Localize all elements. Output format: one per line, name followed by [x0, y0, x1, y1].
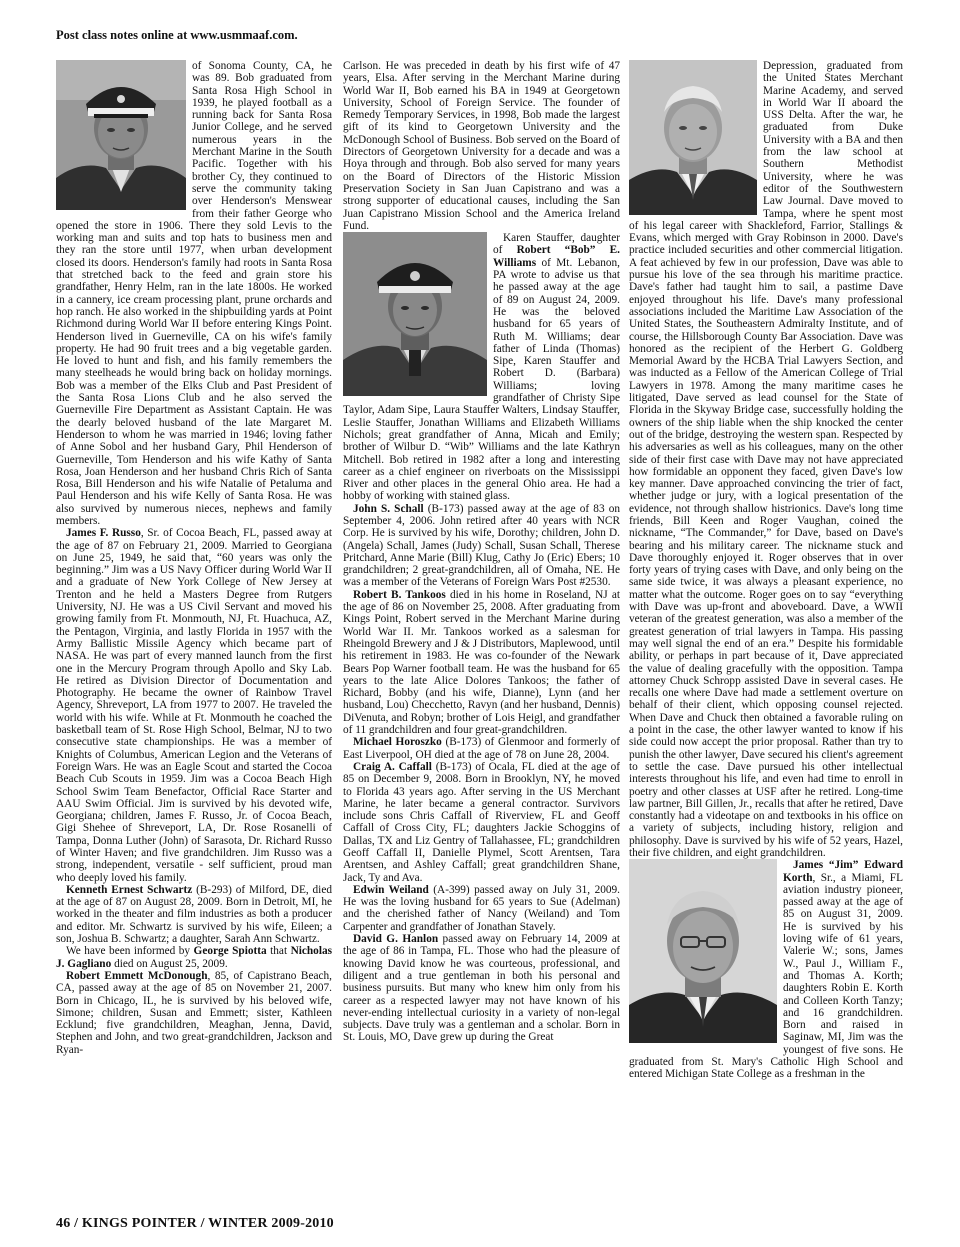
name-caffall: Craig A. Caffall [353, 760, 432, 773]
footer-separator: / [74, 1216, 79, 1231]
obit-schall: John S. Schall (B-173) passed away at the age of 83 on September 4, 2006. John retired after 40 years with NCR Corp. He is survived by his wife, Dorothy; children, John D. (Angela) Schall, James (Judy) Schall, Susan Schall, Therese Pritchard, Anne Marie (Bill) Klug, Cathy Jo (Eric) Ebers; 10 grandchildren; 2 great-grandchildren, all of Omaha, NE. He was a member of the Veterans of Foreign Wars Post #2530. [343, 502, 620, 589]
name-horoszko: Michael Horoszko [353, 736, 442, 749]
name-schall: John S. Schall [353, 502, 424, 515]
obit-mcdonough: Robert Emmett McDonough, 85, of Capistrano Beach, CA, passed away at the age of 85 on November 21, 2007. Born in Chicago, IL, he is survived by his beloved wife, Simone; children, Susan and Emmett; sister, Kathleen Ecklund; five grandchildren, Meaghan, Jenna, David, Stephen and John, and two great-grandchildren, Jackson and Ryan- [56, 969, 332, 1056]
page-number: 46 [56, 1216, 71, 1231]
name-korth: James “Jim” Edward Korth [783, 859, 903, 884]
obit-schwartz: Kenneth Ernest Schwartz (B-293) of Milford, DE, died at the age of 87 on August 28, 2009. Born in Detroit, MI, he worked in the theater and film industries as both a producer and editor. Mr. Schwartz is survived by his wife, Eileen; a son, Joshua B. Schwartz; a daughter, Sarah Ann Schwartz. [56, 883, 332, 946]
issue-date: WINTER 2009-2010 [208, 1216, 334, 1231]
name-spiotta: George Spiotta [193, 945, 267, 958]
obit-mcdonough-cont: Carlson. He was preceded in death by his first wife of 47 years, Elsa. After serving in the Merchant Marine during World War II, Bob earned his BA in 1949 at Georgetown University, School of Foreign Service. The founder of Remedy Temporary Services, in 1998, Bob made the largest gift of its kind to Georgetown University and the McDonough School of Business. Bob served on the Board of Directors of Georgetown University for a decade and was a Hoya through and through. Bob also served for many years on the Board of Directors of the Historic Mission Preservation Society in San Juan Capistrano and was a strong supporter of educational causes, including the San Juan Capistrano Mission School and the America Ireland Fund. [343, 60, 620, 232]
obit-russo: James F. Russo, Sr. of Cocoa Beach, FL, passed away at the age of 87 on February 21, 2009. Married to Georgiana on June 25, 1949, he said that, “60 years was only the beginning.” Jim was a US Navy Officer during World War II and a graduate of New York College of New Jersey at Trenton and he held a Masters Degree from Rutgers University, NJ. He was a US Civil Servant and moved his growing family from Ft. Monmouth, NJ, Ft. Huachuca, AZ, the Pentagon, Virginia, and lastly Florida in 1957 with the Army Ballistic Missile Agency which became part of NASA. He was part of every manned launch from the first one in the Mercury Program through Apollo and Sky Lab. He retired as Division Director of Documentation and Photography. He became the owner of Rainbow Travel Agency, Shreveport, LA from 1977 to 2007. He traveled the world with his wife. While at Ft. Monmouth he coached the basketball team of St. Rose High School, Belmar, NJ to two consecutive state championships. He was a member of Knights of Columbus, American Legion and the Veterans of Foreign Wars. He was an Eagle Scout and started the Cocoa Beach Cub Scouts in 1959. Jim was a Cocoa Beach High School Swim Team Benefactor, Official Race Starter and AAU Swim Official. Jim is survived by his devoted wife, Georgiana; children, James F. Russo, Jr. of Cocoa Beach, Gigi Shehee of Shreveport, LA, Dr. Rose Rosanelli of Tampa, Donna Luther (John) of Sarasota, Dr. Richard Russo of Winter Haven; and five grandchildren. Jim Russo was a strong, independent, versatile - self sufficient, proud man who deeply loved his family. [56, 527, 332, 884]
obit-gagliano: We have been informed by George Spiotta that Nicholas J. Gagliano died on August 25, 2009. [56, 945, 332, 970]
name-hanlon: David G. Hanlon [353, 933, 439, 946]
name-schwartz: Kenneth Ernest Schwartz [66, 883, 193, 896]
portrait-korth-photo [629, 859, 777, 1043]
portrait-henderson-photo [56, 60, 186, 210]
name-gagliano: Nicholas J. Gagliano [56, 945, 332, 970]
column-3 [629, 60, 903, 1200]
obit-tankoos: Robert B. Tankoos died in his home in Roseland, NJ at the age of 86 on November 25, 2008. After graduating from Kings Point, Robert served in the Merchant Marine during World War II. Mr. Tankoos worked as a salesman for Rheingold Brewery and J & J Distributors, Maplewood, until his retirement in 1983. He was co-founder of the Newark Bears Pop Warner football team. He was the husband for 65 years to the late Alice Dolores Tankoos; the father of Richard, Bobby (and his wife, Dianne), Lynn (and her husband, Lou) Checchetto, Ravyn (and her husband, Dennis) DiVenuta, and Robyn; brother of Lois Heigl, and grandfather of 11 grandchildren and four great-grandchildren. [343, 588, 620, 737]
name-williams: Robert “Bob” E. Williams [493, 244, 620, 269]
obit-hanlon: David G. Hanlon passed away on February 14, 2009 at the age of 86 in Tampa, FL. Those who had the pleasure of knowing David know he was courteous, professional, and diligent and a true gentleman in both his personal and business pursuits. But many who knew him only from his career as a respected lawyer may not have known of his never-ending intellectual curiosity in a variety of non-legal subjects. Dave truly was a gentleman and a scholar. Born in St. Louis, MO, Dave grew up during the Great [343, 933, 620, 1044]
portrait-hanlon-photo [629, 60, 757, 215]
page-footer [56, 1216, 334, 1232]
obit-weiland: Edwin Weiland (A-399) passed away on July 31, 2009. He was the loving husband for 65 years to Sue (Adelman) and the cherished father of Nancy (Weiland) and Tom Carpenter and grandfather of Jonathan Stavely. [343, 883, 620, 933]
name-weiland: Edwin Weiland [353, 883, 429, 896]
page-header: Post class notes online at www.usmmaaf.com. [56, 28, 298, 42]
obit-henderson-cont: of Sonoma County, CA, he was 89. Bob graduated from Santa Rosa High School in 1939, he played football as a running back for Santa Rosa Junior College, and he served numerous years in the Merchant Marine in the South Pacific. Together with his brother Cy, they continued to serve the community taking over Henderson's Menswear from their father George who opened the store in 1906. There they sold Levis to the working man and suits and top hats to business men and they ran the store until 1977, when urban development closed its doors. Henderson's family had roots in Santa Rosa that stretched back to the feed and grain store his grandfather, Henry Helm, ran in the late 1800s. He worked in a cannery, ice cream processing plant, prune orchards and hop ranch. He also worked in the shipbuilding yards at Point Richmond during World War II before entering Kings Point. Henderson lived in Guerneville, CA on his wife's family property. He had 90 fruit trees and a big vegetable garden. He loved to hunt and fish, and his family remembers the many steelheads he would bring back on holiday mornings. Bob was a member of the Elks Club and Past President of the Santa Rosa Lions Club and he also served the Guerneville Fire Department as Assistant Captain. He was the dearly beloved husband of the late Margaret M. Henderson to whom he was married in 1946; loving father of Anne Sobol and her husband Gary, Phil Henderson of Guerneville, Tom Henderson and his wife Kathy of Santa Rosa, Joan Henderson and her husband Chris Rich of Santa Rosa, Bill Henderson and his wife Natalie of Petaluma and Paul Henderson and his wife Kelly of Santa Rosa. He was also survived by numerous nieces, nephews and family members. [56, 60, 332, 527]
name-russo: James F. Russo [66, 527, 141, 540]
column-1 [56, 60, 332, 1200]
column-2 [343, 60, 620, 1200]
portrait-williams-photo [343, 232, 487, 396]
obit-horoszko: Michael Horoszko (B-173) of Glenmoor and formerly of East Liverpool, OH died at the age of 78 on June 28, 2004. [343, 736, 620, 761]
obit-williams: Karen Stauffer, daughter of Robert “Bob” E. Williams of Mt. Lebanon, PA wrote to advise us that he passed away at the age of 89 on August 24, 2009. He was the beloved husband for 65 years of Ruth M. Williams; dear father of Linda (Thomas) Sipe, Karen Stauffer and Robert D. (Barbara) Williams; loving grandfather of Christy Sipe Taylor, Adam Sipe, Laura Stauffer Walters, Lindsay Stauffer, Leslie Stauffer, Jonathan Williams and Elizabeth Williams Nichols; great grandfather of Anna, Micah and Emily; brother of Wilbur D. “Wib” Williams and the late Kathryn Mitchell. Bob retired in 1982 after a long and interesting career as a chief engineer on riverboats on the Mississippi River and other places in the general Ohio area. He had a hobby of working with stained glass. [343, 232, 620, 503]
footer-separator: / [200, 1216, 205, 1231]
name-mcdonough: Robert Emmett McDonough [66, 969, 208, 982]
obit-caffall: Craig A. Caffall (B-173) of Ocala, FL died at the age of 85 on December 9, 2008. Born in Brooklyn, NY, he moved to Florida 43 years ago. After serving in the US Merchant Marine, he later became a general contractor. Survivors include sons Chris Caffall of Riverview, FL and Geoff Caffall of Cross City, FL; daughters Jackie Schoggins of Dallas, TX and Liz Gentry of Tallahassee, FL; grandchildren Geoff Caffall II, Danielle Plymel, Scott Arentsen, Tara Arentsen, and Ashley Caffall; great grandchildren Shane, Jack, Ty and Ava. [343, 760, 620, 884]
obit-hanlon-cont: Depression, graduated from the United States Merchant Marine Academy, and served in World War II aboard the USS Delta. After the war, he graduated from Duke University with a BA and then from the law school at Southern Methodist University, where he was editor of the Southwestern Law Journal. Dave moved to Tampa, where he spent most of his legal career with Shackleford, Farrior, Stallings & Evans, which merged with Gray Robinson in 2000. Dave's practice included securities and other commercial litigation. A feat achieved by few in our profession, Dave was able to pursue his love of the sea through his maritime practice. Dave's father had taught him to sail, a pastime Dave enjoyed throughout his life. Dave's many professional associations included the Maritime Law Association of the United States, the Southeastern Admiralty Institute, and of course, the Hillsborough County Bar Association. Dave was honored as the recipient of the Herbert G. Goldberg Memorial Award by the HCBA Trial Lawyers Section, and was inducted as a Fellow of the American College of Trial Lawyers in 1978. Among the many maritime cases he litigated, Dave served as lead counsel for the State of Florida in the Skyway Bridge case, successfully holding the owners of the ship liable when the ship knocked the center out of the bridge, destroying the western span. Respected by his adversaries as well as his colleagues, many on the other side of their first case with Dave may not have appreciated how formidable an opponent they faced, given Dave's low key manner. Dave approached convincing the trier of fact, whether judge or jury, with a logical presentation of the evidence, not through shallow histrionics. Dave's long time friends, Bill Keen and Roger Vaughan, coined the nickname, “The Commander,” for Dave, based on Dave's bearing and his military career. The nickname stuck and Dave thoroughly enjoyed it. Roger observes that in over forty years of trying cases with Dave, and only being on the same side twice, it was always a pleasant experience, no matter what the outcome. Roger goes on to say “everything with Dave was up-front and aboveboard. Dave, a WWII veteran of the greatest generation, was also a member of the greatest generation of trial lawyers in Tampa. His passing may well signal the end of an era.” Despite his formidable ability, or perhaps in part because of it, Dave appreciated the value of dealing gracefully with the opposition. Tampa attorney Chuck Schropp assisted Dave in several cases. He recalls one where Dave had made a settlement overture on behalf of their client, which opposing counsel rejected. When Dave and Chuck then obtained a favorable ruling on a point in the case, the other lawyer wanted to know if his side could now accept the prior proposal. Rather than try to punish the other lawyer, Dave secured his client's agreement to settle the case. Dave pursued his other intellectual interests throughout his life, and even had time to enroll in poetry and other classes at USF after he retired. Long-time law partner, Bill Gillen, Jr., recalls that after he retired, Dave constantly had a videotape on and textbooks in his office on a variety of subjects, including history, religion and philosophy. Dave is survived by his wife of 52 years, Hazel, their five children, and eight grandchildren. [629, 60, 903, 859]
obit-korth: James “Jim” Edward Korth, Sr., a Miami, FL aviation industry pioneer, passed away at the age of 85 on August 31, 2009. He is survived by his loving wife of 61 years, Valerie W.; sons, James W., Paul J., William F., and Thomas A. Korth; daughters Robin E. Korth and Colleen Korth Tanzy; and 16 grandchildren. Born and raised in Saginaw, MI, Jim was the youngest of five sons. He graduated from St. Mary's Catholic High School and entered Michigan State College as a freshman in the [629, 859, 903, 1081]
name-tankoos: Robert B. Tankoos [353, 588, 446, 601]
publication-title: KINGS POINTER [81, 1216, 197, 1231]
